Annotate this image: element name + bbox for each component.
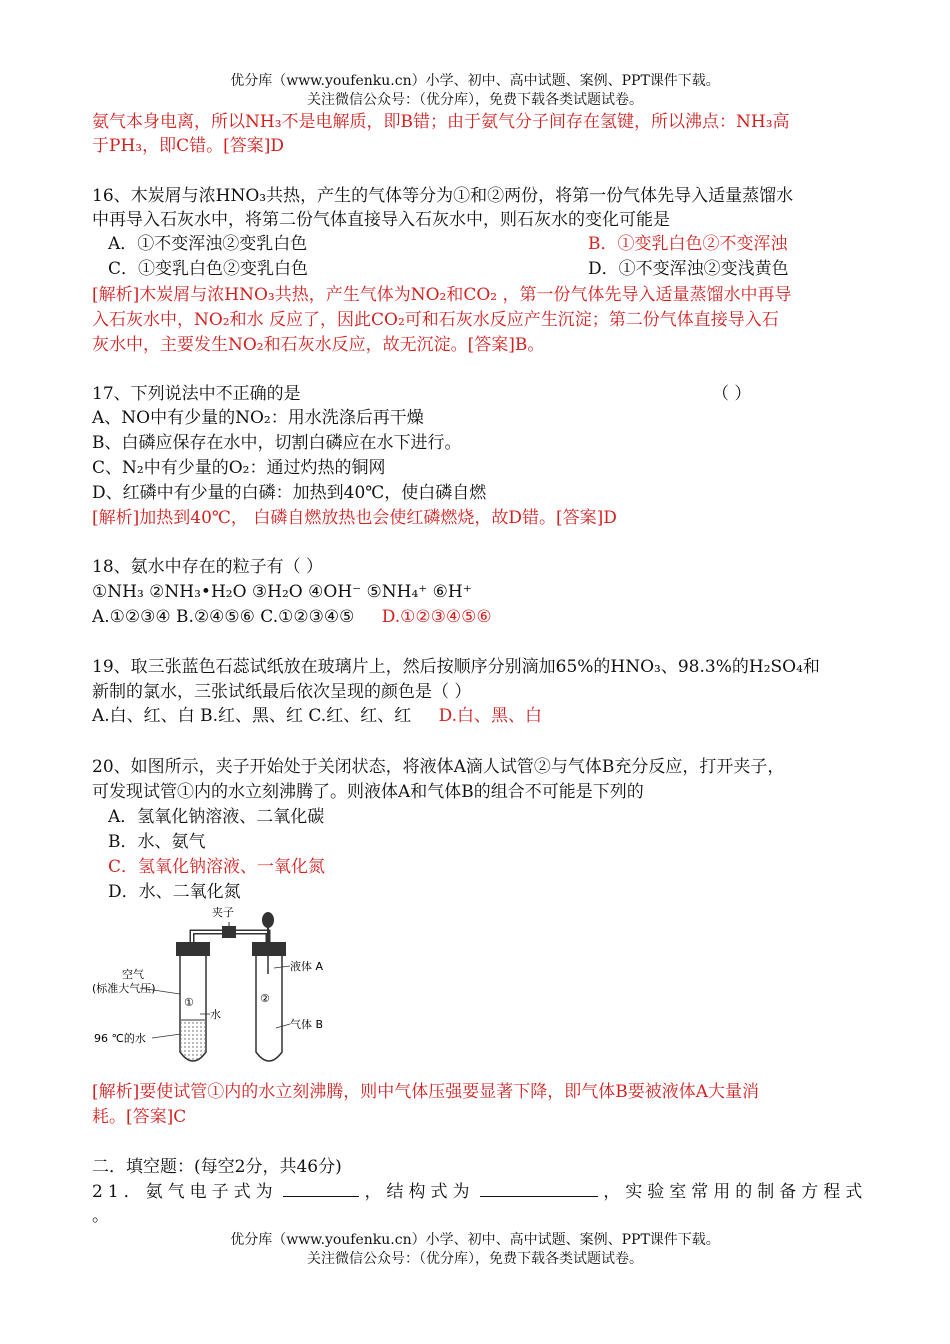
q21-blank-electron[interactable] [283,1180,359,1197]
q16-stem-line-2: 中再导入石灰水中，将第二份气体直接导入石灰水中，则石灰水的变化可能是 [92,210,670,230]
header-line-1: 优分库（www.youfenku.cn）小学、初中、高中试题、案例、PPT课件下载。 [230,73,720,89]
q21-part-c: ，实验室常用的制备方程式 [603,1182,868,1202]
q19-options-row [92,704,542,728]
clip-shape [222,926,236,938]
q18-particles: ①NH₃ ②NH₃•H₂O ③H₂O ④OH⁻ ⑤NH₄⁺ ⑥H⁺ [92,582,472,602]
q20-analysis-line-1: [解析]要使试管①内的水立刻沸腾，则中气体压强要显著下降，即气体B要被液体A大量消 [92,1082,760,1102]
q20-stem-line-2: 可发现试管①内的水立刻沸腾了。则液体A和气体B的组合不可能是下列的 [92,782,644,802]
q16-analysis-line-1: [解析]木炭屑与浓HNO₃共热，产生气体为NO₂和CO₂ ，第一份气体先导入适量蒸馏水中再导 [92,285,792,305]
test-tube-2 [256,956,282,1061]
label-pressure: (标准大气压) [92,982,156,995]
apparatus-diagram [92,902,352,1074]
q15-analysis-line-1: 氨气本身电离，所以NH₃不是电解质，即B错；由于氨气分子间存在氢键，所以沸点：NH₃高 [92,112,790,132]
q16-option-d: D．①不变浑浊②变浅黄色 [588,259,789,279]
label-gas-b: 气体 B [290,1018,324,1031]
q19-stem-line-2: 新制的氯水，三张试纸最后依次呈现的颜色是（ ） [92,682,472,702]
footer-line-1: 优分库（www.youfenku.cn）小学、初中、高中试题、案例、PPT课件下载。 [230,1232,720,1248]
q20-option-c: C．氢氧化钠溶液、一氧化氮 [108,857,326,877]
q19-stem-line-1: 19、取三张蓝色石蕊试纸放在玻璃片上，然后按顺序分别滴加65%的HNO₃、98.3%的H₂SO₄和 [92,657,820,677]
q21-end: 。 [92,1206,109,1226]
section-2-title: 二．填空题：(每空2分，共46分) [92,1157,342,1177]
label-tube-1: ① [184,996,194,1009]
footer-line-2: 关注微信公众号：（优分库），免费下载各类试题试卷。 [307,1251,643,1267]
q16-option-c: C．①变乳白色②变乳白色 [108,259,309,279]
q19-options-plain: A.白、红、白 B.红、黑、红 C.红、红、红 [92,706,412,726]
q21-part-b: ，结构式为 [364,1182,475,1202]
label-air: 空气 [122,968,144,981]
label-water: 水 [210,1008,221,1021]
q18-option-answer: D.①②③④⑤⑥ [381,607,492,627]
q18-stem: 18、氨水中存在的粒子有（ ） [92,557,324,577]
label-tube-2: ② [260,992,270,1005]
q20-analysis-line-2: 耗。[答案]C [92,1107,187,1127]
q17-option-c: C、N₂中有少量的O₂：通过灼热的铜网 [92,458,386,478]
q18-options-row [92,605,492,629]
q16-option-b: B．①变乳白色②不变浑浊 [588,234,788,254]
q17-option-b: B、白磷应保存在水中，切割白磷应在水下进行。 [92,433,462,453]
q17-option-a: A、NO中有少量的NO₂：用水洗涤后再干燥 [92,408,424,428]
q18-options-plain: A.①②③④ B.②④⑤⑥ C.①②③④⑤ [92,607,355,627]
hot-water-fill [181,1020,205,1060]
q17-option-d: D、红磷中有少量的白磷：加热到40℃，使白磷自燃 [92,483,487,503]
q20-stem-line-1: 20、如图所示，夹子开始处于关闭状态，将液体A滴人试管②与气体B充分反应，打开夹子， [92,757,785,777]
q16-analysis-line-2: 入石灰水中，NO₂和水 反应了，因此CO₂可和石灰水反应产生沉淀；第二份气体直接导入石 [92,310,779,330]
q16-stem-line-1: 16、木炭屑与浓HNO₃共热，产生的气体等分为①和②两份，将第一份气体先导入适量蒸馏水 [92,186,794,206]
q20-option-b: B．水、氨气 [108,832,206,852]
q20-option-d: D．水、二氧化氮 [108,882,241,902]
label-clip: 夹子 [212,906,234,919]
q17-analysis: [解析]加热到40℃， 白磷自燃放热也会使红磷燃烧，故D错。[答案]D [92,508,617,528]
q16-analysis-line-3: 灰水中，主要发生NO₂和石灰水反应，故无沉淀。[答案]B。 [92,335,545,355]
q19-option-answer: D.白、黑、白 [438,706,543,726]
q20-option-a: A．氢氧化钠溶液、二氧化碳 [108,807,325,827]
q21-part-a: 21．氨气电子式为 [92,1182,278,1202]
label-liquid-a: 液体 A [290,960,324,973]
q17-answer-paren: （ ） [712,384,752,404]
q15-analysis-line-2: 于PH₃，即C错。[答案]D [92,136,284,156]
q21-line [92,1180,867,1204]
q16-option-a: A．①不变浑浊②变乳白色 [108,234,308,254]
header-line-2: 关注微信公众号：（优分库），免费下载各类试题试卷。 [307,92,643,108]
q17-stem: 17、下列说法中不正确的是 [92,384,301,404]
label-hot-water: 96 ℃的水 [94,1032,146,1045]
q21-blank-structure[interactable] [480,1180,598,1197]
stopper-right [252,942,286,956]
stopper-left [176,942,210,956]
